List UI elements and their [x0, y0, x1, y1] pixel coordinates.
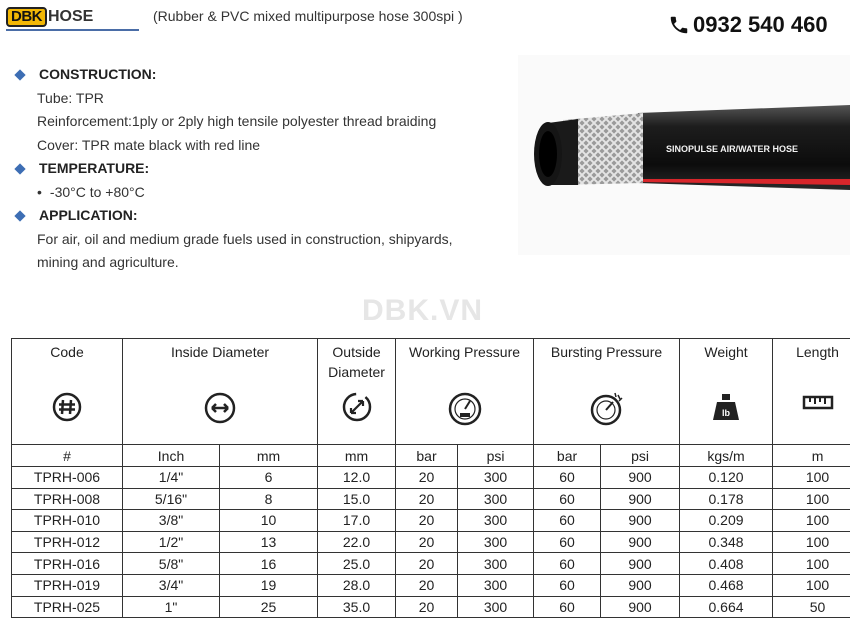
table-cell: 1" [123, 596, 220, 618]
construction-heading: CONSTRUCTION: [12, 63, 512, 87]
table-cell: 60 [534, 488, 601, 510]
table-cell: 300 [458, 553, 534, 575]
table-cell: 0.408 [680, 553, 773, 575]
table-cell: 60 [534, 467, 601, 489]
application-text-2: mining and agriculture. [37, 254, 179, 270]
table-row [12, 467, 850, 489]
unit-cell: mm [318, 445, 396, 467]
application-text-1: For air, oil and medium grade fuels used in construction, shipyards, [37, 230, 453, 247]
table-cell: TPRH-019 [12, 574, 123, 596]
table-cell: 12.0 [318, 467, 396, 489]
table-cell: 100 [773, 553, 850, 575]
temperature-range: • -30°C to +80°C [12, 181, 512, 205]
table-units-row [12, 445, 850, 467]
watermark: DBK.VN [362, 294, 484, 327]
table-cell: 100 [773, 510, 850, 532]
table-cell: 900 [601, 596, 680, 618]
header-weight: Weight lb [680, 339, 773, 445]
table-cell: 900 [601, 553, 680, 575]
header-inside-diameter: Inside Diameter [123, 339, 318, 445]
spec-table [11, 338, 850, 618]
table-cell: 20 [396, 596, 458, 618]
unit-cell: bar [534, 445, 601, 467]
logo-underline [6, 29, 139, 31]
cover-spec: Cover: TPR mate black with red line [37, 136, 261, 153]
table-cell: 16 [220, 553, 318, 575]
reinforcement-spec: Reinforcement:1ply or 2ply high tensile polyester thread braiding [37, 113, 437, 129]
table-body [12, 467, 850, 618]
table-cell: 300 [458, 574, 534, 596]
table-cell: 1/2" [123, 531, 220, 553]
table-cell: 900 [601, 467, 680, 489]
table-cell: 25.0 [318, 553, 396, 575]
table-row [12, 596, 850, 618]
table-cell: 20 [396, 510, 458, 532]
table-cell: 20 [396, 553, 458, 575]
spec-section [12, 63, 512, 275]
table-row [12, 553, 850, 575]
weight-icon-label: lb [722, 408, 731, 418]
table-cell: 8 [220, 488, 318, 510]
table-row [12, 510, 850, 532]
unit-cell: psi [458, 445, 534, 467]
table-cell: 100 [773, 531, 850, 553]
table-cell: 0.209 [680, 510, 773, 532]
table-cell: 60 [534, 553, 601, 575]
table-cell: TPRH-006 [12, 467, 123, 489]
table-cell: 0.178 [680, 488, 773, 510]
table-cell: 5/16" [123, 488, 220, 510]
header-outside-diameter: Outside Diameter [318, 339, 396, 445]
logo-badge: DBK [6, 7, 47, 27]
diagonal-arrow-icon [342, 392, 372, 422]
table-cell: TPRH-010 [12, 510, 123, 532]
table-cell: 0.468 [680, 574, 773, 596]
diamond-bullet-icon [14, 69, 25, 80]
table-cell: 300 [458, 596, 534, 618]
unit-cell: psi [601, 445, 680, 467]
hose-print-text: SINOPULSE AIR/WATER HOSE [666, 144, 799, 154]
table-cell: 900 [601, 510, 680, 532]
ruler-icon [802, 392, 834, 412]
table-cell: 0.348 [680, 531, 773, 553]
double-arrow-icon [204, 392, 236, 424]
table-cell: 60 [534, 510, 601, 532]
table-cell: 300 [458, 488, 534, 510]
phone-contact[interactable] [668, 12, 828, 38]
tube-spec: Tube: TPR [37, 89, 104, 106]
application-heading: APPLICATION: [12, 204, 512, 228]
table-cell: 50 [773, 596, 850, 618]
table-row [12, 488, 850, 510]
table-cell: 300 [458, 467, 534, 489]
unit-cell: Inch [123, 445, 220, 467]
header-code: Code [12, 339, 123, 445]
table-cell: 17.0 [318, 510, 396, 532]
table-cell: 900 [601, 574, 680, 596]
table-cell: 900 [601, 488, 680, 510]
table-cell: TPRH-025 [12, 596, 123, 618]
unit-cell: # [12, 445, 123, 467]
table-cell: 100 [773, 574, 850, 596]
table-header-row [12, 339, 850, 445]
table-cell: 25 [220, 596, 318, 618]
unit-cell: bar [396, 445, 458, 467]
table-cell: 0.120 [680, 467, 773, 489]
table-cell: 60 [534, 531, 601, 553]
table-cell: TPRH-008 [12, 488, 123, 510]
table-cell: 100 [773, 488, 850, 510]
diamond-bullet-icon [14, 210, 25, 221]
diamond-bullet-icon [14, 163, 25, 174]
table-cell: 20 [396, 531, 458, 553]
table-cell: 6 [220, 467, 318, 489]
weight-icon [711, 392, 741, 422]
table-cell: 10 [220, 510, 318, 532]
table-cell: 35.0 [318, 596, 396, 618]
table-cell: 13 [220, 531, 318, 553]
unit-cell: mm [220, 445, 318, 467]
brand-logo [6, 6, 93, 28]
table-cell: 5/8" [123, 553, 220, 575]
phone-icon [668, 14, 690, 36]
hose-image [518, 55, 850, 255]
table-cell: 20 [396, 467, 458, 489]
hash-icon [52, 392, 82, 422]
bursting-gauge-icon [589, 392, 625, 426]
header-bursting-pressure: Bursting Pressure [534, 339, 680, 445]
table-cell: 900 [601, 531, 680, 553]
header-working-pressure: Working Pressure [396, 339, 534, 445]
table-row [12, 531, 850, 553]
table-cell: 0.664 [680, 596, 773, 618]
table-cell: 20 [396, 574, 458, 596]
table-cell: 3/8" [123, 510, 220, 532]
table-cell: 20 [396, 488, 458, 510]
logo-text: HOSE [48, 8, 94, 25]
table-row [12, 574, 850, 596]
unit-cell: kgs/m [680, 445, 773, 467]
table-cell: 300 [458, 531, 534, 553]
table-cell: 28.0 [318, 574, 396, 596]
header-length: Length [773, 339, 850, 445]
product-subtitle: (Rubber & PVC mixed multipurpose hose 300spi ) [153, 8, 463, 24]
pressure-gauge-icon [448, 392, 482, 426]
table-cell: 300 [458, 510, 534, 532]
table-cell: 60 [534, 596, 601, 618]
table-cell: 1/4" [123, 467, 220, 489]
table-cell: 19 [220, 574, 318, 596]
table-cell: 60 [534, 574, 601, 596]
table-cell: TPRH-012 [12, 531, 123, 553]
temperature-heading: TEMPERATURE: [12, 157, 512, 181]
table-cell: 22.0 [318, 531, 396, 553]
phone-number: 0932 540 460 [693, 12, 828, 37]
table-cell: 15.0 [318, 488, 396, 510]
table-cell: 3/4" [123, 574, 220, 596]
table-cell: TPRH-016 [12, 553, 123, 575]
unit-cell: m [773, 445, 850, 467]
table-cell: 100 [773, 467, 850, 489]
